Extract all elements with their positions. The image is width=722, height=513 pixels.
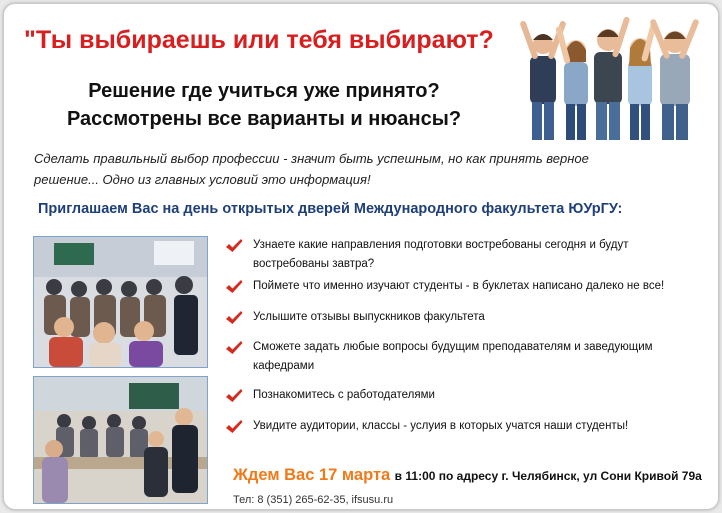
subtitle-line-1: Решение где учиться уже принято? [88, 80, 440, 102]
audience-photo [33, 236, 208, 368]
benefit-text: Сможете задать любые вопросы будущим преподавателям и заведующим кафедрами [253, 341, 653, 372]
subtitle-line-2: Рассмотрены все варианты и нюансы? [66, 108, 462, 130]
intro-text: Сделать правильный выбор профессии - значит быть успешным, но как принять верное решение... Одно из главных условий это информация! [34, 151, 589, 187]
check-mark-icon [225, 340, 243, 356]
benefit-text: Познакомитесь с работодателями [253, 389, 435, 401]
benefit-text: Поймете что именно изучают студенты - в буклетах написано далеко не все! [253, 280, 665, 292]
check-mark-icon [225, 310, 243, 326]
benefit-text: Узнаете какие направления подготовки востребованы сегодня и будут востребованы завтра? [253, 239, 629, 270]
benefit-item [224, 417, 704, 441]
flyer-card [3, 3, 719, 510]
benefit-item [224, 386, 704, 417]
check-mark-icon [225, 388, 243, 404]
lecture-photo [33, 376, 208, 504]
event-date: Ждем Вас 17 марта [233, 466, 391, 484]
check-mark-icon [225, 279, 243, 295]
contacts: Тел: 8 (351) 265-62-35, ifsusu.ru [233, 494, 394, 506]
benefit-item [224, 338, 704, 386]
benefit-item [224, 236, 704, 277]
benefits-list [224, 236, 704, 441]
flyer-headline: "Ты выбираешь или тебя выбирают? [24, 26, 494, 54]
benefit-text: Услышите отзывы выпускников факультета [253, 311, 485, 323]
benefit-item [224, 308, 704, 338]
event-place: в 11:00 по адресу г. Челябинск, ул Сони Кривой 79а [394, 469, 702, 483]
benefit-item [224, 277, 704, 308]
event-info [233, 466, 702, 485]
check-mark-icon [225, 419, 243, 435]
check-mark-icon [225, 238, 243, 254]
benefit-text: Увидите аудитории, классы - услуия в которых учатся наши студенты! [253, 420, 629, 432]
students-photo [520, 10, 706, 140]
invite-heading: Приглашаем Вас на день открытых дверей Международного факультета ЮУрГУ: [38, 201, 623, 217]
